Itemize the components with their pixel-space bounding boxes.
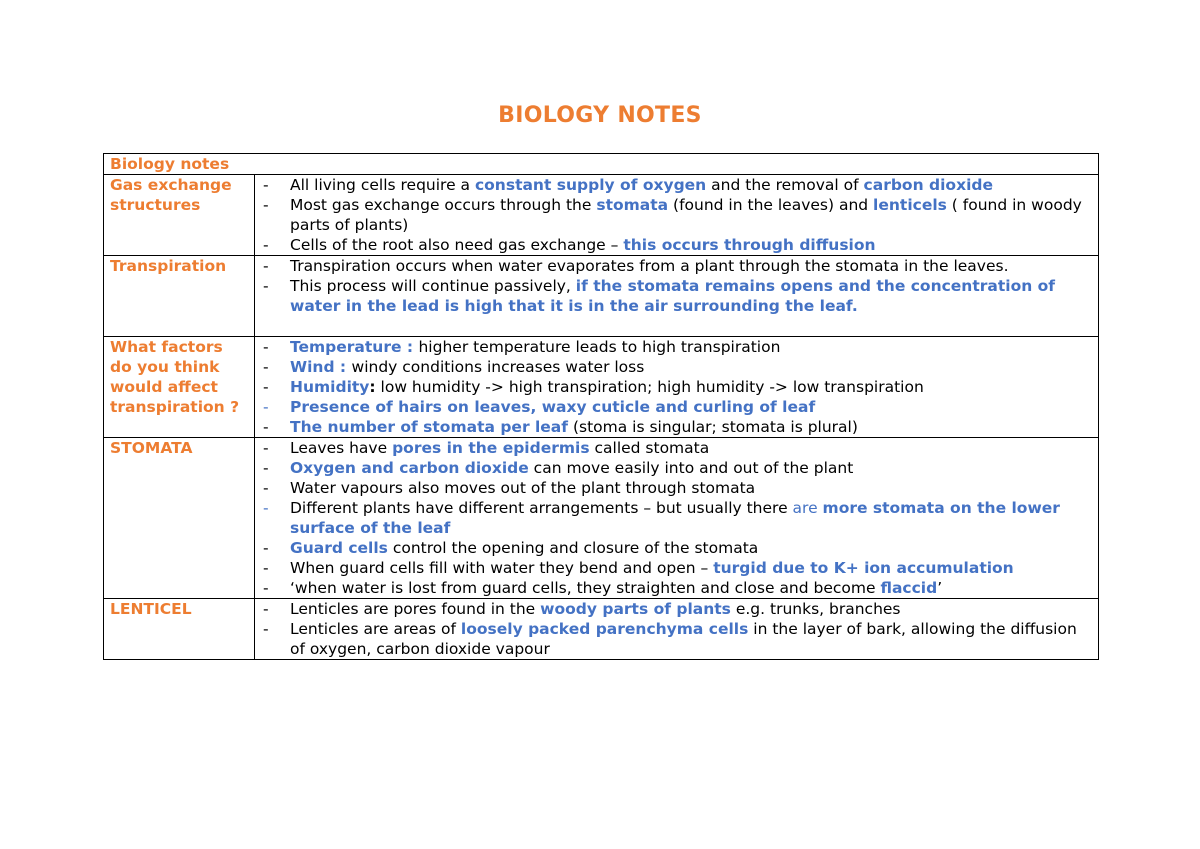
text-segment: Lenticles are areas of — [290, 620, 461, 638]
highlighted-text: Guard cells — [290, 539, 388, 557]
text-segment: Water vapours also moves out of the plant through stomata — [290, 479, 756, 497]
text-segment: windy conditions increases water loss — [351, 358, 645, 376]
text-segment: Lenticles are pores found in the — [290, 600, 541, 618]
highlighted-text: if the stomata remains opens and the concentration of water in the lead is high that it is in the air surrounding the leaf. — [290, 277, 1056, 315]
table-row — [104, 599, 1099, 660]
text-segment: (found in the leaves) and — [668, 196, 874, 214]
list-item — [261, 578, 1092, 598]
row-label: Transpiration — [104, 256, 255, 337]
highlighted-text: Oxygen and carbon dioxide — [290, 459, 529, 477]
list-item — [261, 498, 1092, 538]
list-item — [261, 558, 1092, 578]
highlighted-text: lenticels — [873, 196, 947, 214]
text-segment: All living cells require a — [290, 176, 475, 194]
highlighted-text: Presence of hairs on leaves, waxy cuticle and curling of leaf — [290, 398, 816, 416]
text-segment: Different plants have different arrangements – but usually there — [290, 499, 793, 517]
text-segment: Most gas exchange occurs through the — [290, 196, 597, 214]
text-segment: ‘when water is lost from guard cells, they straighten and close and become — [290, 579, 881, 597]
list-item — [261, 417, 1092, 437]
bullet-list — [261, 337, 1092, 437]
table-row — [104, 438, 1099, 599]
text-segment: Cells of the root also need gas exchange – — [290, 236, 624, 254]
list-item — [261, 478, 1092, 498]
highlighted-text: woody parts of plants — [540, 600, 731, 618]
highlighted-text: flaccid — [880, 579, 938, 597]
row-label: STOMATA — [104, 438, 255, 599]
highlighted-text: stomata — [596, 196, 669, 214]
row-label: LENTICEL — [104, 599, 255, 660]
text-segment: e.g. trunks, branches — [730, 600, 901, 618]
highlighted-text: Temperature : — [290, 338, 419, 356]
list-item — [261, 599, 1092, 619]
list-item — [261, 438, 1092, 458]
text-segment: This process will continue passively, — [290, 277, 576, 295]
list-item — [261, 235, 1092, 255]
highlighted-text: The number of stomata per leaf — [290, 418, 569, 436]
bullet-list — [261, 175, 1092, 255]
row-content — [255, 337, 1099, 438]
highlighted-text: carbon dioxide — [863, 176, 993, 194]
text-segment: are — [792, 499, 823, 517]
row-content — [255, 438, 1099, 599]
text-segment: and the removal of — [706, 176, 864, 194]
list-item — [261, 175, 1092, 195]
highlighted-text: turgid due to K+ ion accumulation — [713, 559, 1014, 577]
table-header-row — [104, 154, 1099, 175]
table-row — [104, 175, 1099, 256]
list-item — [261, 276, 1092, 316]
list-item — [261, 458, 1092, 478]
text-segment: When guard cells fill with water they bend and open – — [290, 559, 714, 577]
bullet-list — [261, 599, 1092, 659]
highlighted-text: Wind : — [290, 358, 352, 376]
list-item — [261, 357, 1092, 377]
table-row — [104, 337, 1099, 438]
highlighted-text: pores in the epidermis — [392, 439, 590, 457]
text-segment: (stoma is singular; stomata is plural) — [568, 418, 858, 436]
bullet-list — [261, 256, 1092, 316]
highlighted-text: Humidity — [290, 378, 370, 396]
highlighted-text: this occurs through diffusion — [623, 236, 876, 254]
list-item — [261, 256, 1092, 276]
highlighted-text: loosely packed parenchyma cells — [460, 620, 749, 638]
list-item — [261, 195, 1092, 235]
highlighted-text: more stomata on the lower surface of the leaf — [290, 499, 1060, 537]
text-segment: : — [369, 378, 376, 396]
row-content — [255, 256, 1099, 337]
text-segment: ’ — [937, 579, 943, 597]
text-segment: control the opening and closure of the stomata — [387, 539, 759, 557]
bullet-list — [261, 438, 1092, 598]
page-title: BIOLOGY NOTES — [498, 103, 702, 128]
row-label: Gas exchange structures — [104, 175, 255, 256]
table-header-cell: Biology notes — [104, 154, 1099, 175]
table-row — [104, 256, 1099, 337]
list-item — [261, 377, 1092, 397]
list-item — [261, 538, 1092, 558]
row-content — [255, 175, 1099, 256]
text-segment: ( found in woody parts of plants) — [290, 196, 1082, 234]
notes-table — [103, 153, 1099, 660]
row-content — [255, 599, 1099, 660]
text-segment: Transpiration occurs when water evaporates from a plant through the stomata in the leaves. — [290, 257, 1009, 275]
text-segment: Leaves have — [290, 439, 393, 457]
text-segment: can move easily into and out of the plant — [528, 459, 854, 477]
text-segment: low humidity -> high transpiration; high humidity -> low transpiration — [375, 378, 924, 396]
list-item — [261, 397, 1092, 417]
text-segment: higher temperature leads to high transpiration — [418, 338, 781, 356]
text-segment: called stomata — [589, 439, 710, 457]
highlighted-text: constant supply of oxygen — [474, 176, 707, 194]
row-label: What factors do you think would affect transpiration ? — [104, 337, 255, 438]
text-segment: in the layer of bark, allowing the diffusion of oxygen, carbon dioxide vapour — [290, 620, 1077, 658]
list-item — [261, 337, 1092, 357]
list-item — [261, 619, 1092, 659]
